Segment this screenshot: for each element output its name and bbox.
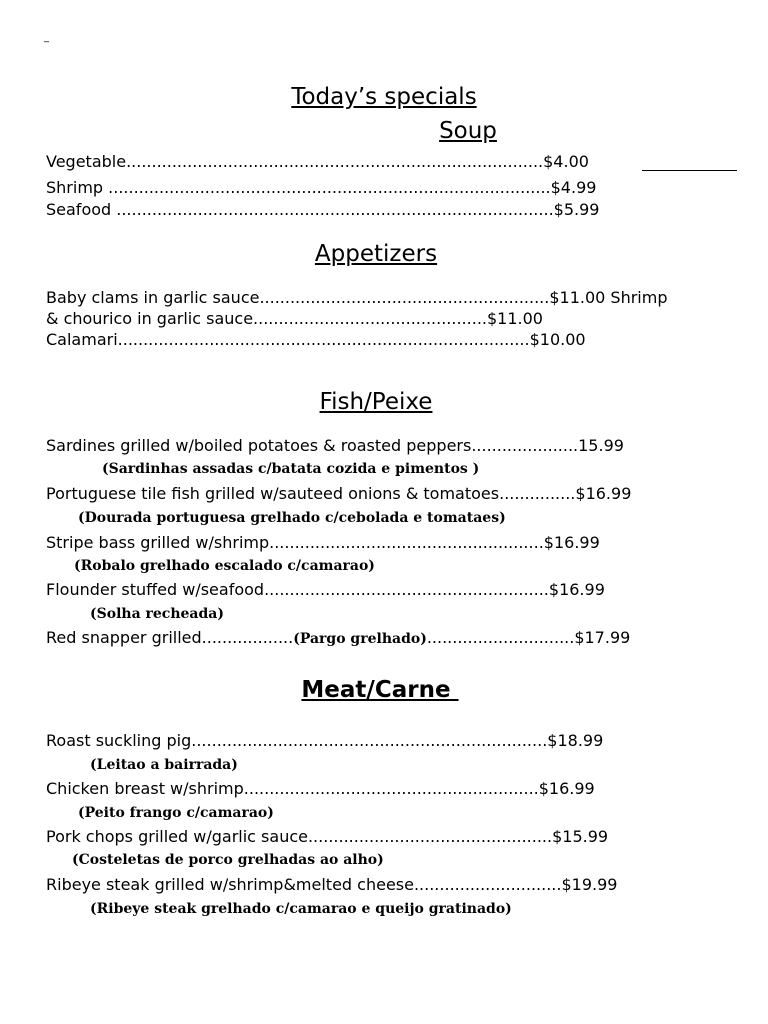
fish-heading: Fish/Peixe bbox=[319, 389, 433, 415]
fish-translation-tile-fish: (Dourada portuguesa grelhado c/cebolada e tomataes) bbox=[78, 510, 506, 526]
menu-item-soup-seafood: Seafood ......................................................................................$5.99 bbox=[46, 200, 600, 219]
fish-item-tile-fish: Portuguese tile fish grilled w/sauteed onions & tomatoes...............$16.99 bbox=[46, 484, 632, 503]
appetizer-line-3: Calamari.................................................................................$10.00 bbox=[46, 330, 586, 349]
page-title: Today’s specials bbox=[291, 84, 477, 110]
meat-item-chicken-breast: Chicken breast w/shrimp..........................................................$16.99 bbox=[46, 779, 595, 798]
red-snapper-name: Red snapper grilled.................. bbox=[46, 628, 294, 647]
meat-item-ribeye: Ribeye steak grilled w/shrimp&melted cheese.............................$19.99 bbox=[46, 875, 618, 894]
fish-item-red-snapper bbox=[46, 627, 630, 650]
meat-heading: Meat/Carne bbox=[301, 677, 459, 703]
fish-item-stripe-bass: Stripe bass grilled w/shrimp......................................................$16.99 bbox=[46, 533, 600, 552]
meat-translation-pork-chops: (Costeletas de porco grelhadas ao alho) bbox=[72, 852, 384, 868]
fish-translation-sardines: (Sardinhas assadas c/batata cozida e pimentos ) bbox=[102, 461, 480, 477]
red-snapper-translation: (Pargo grelhado) bbox=[293, 631, 427, 647]
appetizer-line-2: & chourico in garlic sauce..............................................$11.00 bbox=[46, 309, 543, 328]
menu-item-soup-vegetable: Vegetable..................................................................................$4.00 bbox=[46, 152, 589, 171]
fish-item-flounder: Flounder stuffed w/seafood........................................................$16.99 bbox=[46, 580, 605, 599]
soup-rule bbox=[642, 170, 737, 171]
meat-translation-suckling-pig: (Leitao a bairrada) bbox=[90, 757, 238, 773]
fish-item-sardines: Sardines grilled w/boiled potatoes & roasted peppers.....................15.99 bbox=[46, 436, 624, 455]
meat-translation-ribeye: (Ribeye steak grelhado c/camarao e queijo gratinado) bbox=[90, 901, 512, 917]
red-snapper-price: .............................$17.99 bbox=[426, 628, 631, 647]
meat-item-pork-chops: Pork chops grilled w/garlic sauce................................................$15.99 bbox=[46, 827, 609, 846]
soup-heading: Soup bbox=[439, 118, 497, 144]
appetizers-heading: Appetizers bbox=[314, 241, 438, 267]
corner-mark: _ bbox=[44, 32, 49, 43]
meat-translation-chicken-breast: (Peito frango c/camarao) bbox=[78, 805, 274, 821]
fish-translation-stripe-bass: (Robalo grelhado escalado c/camarao) bbox=[74, 558, 375, 574]
appetizer-line-1: Baby clams in garlic sauce.........................................................$11.00 Shrimp bbox=[46, 288, 668, 307]
meat-item-suckling-pig: Roast suckling pig......................................................................$18.99 bbox=[46, 731, 604, 750]
menu-item-soup-shrimp: Shrimp .......................................................................................$4.99 bbox=[46, 178, 597, 197]
fish-translation-flounder: (Solha recheada) bbox=[90, 606, 224, 622]
